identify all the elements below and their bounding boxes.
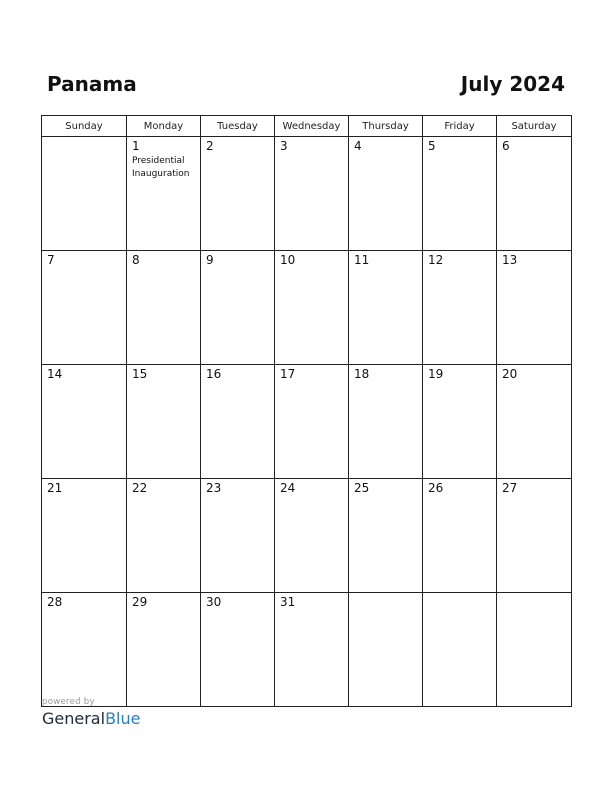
calendar-day-cell xyxy=(42,365,127,479)
calendar-day-cell xyxy=(201,365,275,479)
calendar-day-cell xyxy=(497,137,572,251)
day-number: 27 xyxy=(502,481,518,495)
calendar-day-cell xyxy=(42,137,127,251)
calendar-day-cell xyxy=(349,479,423,593)
calendar-day-cell xyxy=(201,137,275,251)
calendar-day-cell xyxy=(275,479,349,593)
day-number: 31 xyxy=(280,595,296,609)
calendar-day-cell xyxy=(127,365,201,479)
weekday-header: Tuesday xyxy=(201,116,275,137)
calendar-day-cell xyxy=(127,251,201,365)
calendar-day-cell xyxy=(423,251,497,365)
day-number: 16 xyxy=(206,367,222,381)
day-number: 18 xyxy=(354,367,370,381)
day-number: 23 xyxy=(206,481,222,495)
weekday-header: Friday xyxy=(423,116,497,137)
calendar-week-row xyxy=(42,479,572,593)
country-title: Panama xyxy=(47,72,137,96)
calendar-day-cell xyxy=(423,479,497,593)
day-number: 6 xyxy=(502,139,510,153)
day-number: 24 xyxy=(280,481,296,495)
day-number: 8 xyxy=(132,253,140,267)
weekday-header: Thursday xyxy=(349,116,423,137)
calendar-day-cell xyxy=(275,251,349,365)
day-number: 2 xyxy=(206,139,214,153)
calendar-day-cell xyxy=(201,593,275,707)
calendar-week-row xyxy=(42,137,572,251)
footer-branding xyxy=(42,697,140,730)
brand-name-part1: General xyxy=(42,709,106,728)
calendar-day-cell xyxy=(423,137,497,251)
calendar-day-cell xyxy=(275,365,349,479)
calendar-day-cell xyxy=(275,137,349,251)
day-number: 17 xyxy=(280,367,296,381)
day-number: 13 xyxy=(502,253,518,267)
weekday-header: Wednesday xyxy=(275,116,349,137)
calendar-day-cell xyxy=(349,593,423,707)
weekday-header: Monday xyxy=(127,116,201,137)
day-number: 19 xyxy=(428,367,444,381)
brand-name-part2: Blue xyxy=(105,709,141,728)
calendar-day-cell xyxy=(201,251,275,365)
calendar-day-cell xyxy=(497,593,572,707)
calendar-day-cell xyxy=(349,137,423,251)
day-number: 20 xyxy=(502,367,518,381)
calendar-week-row xyxy=(42,251,572,365)
calendar-day-cell xyxy=(42,251,127,365)
calendar-day-cell xyxy=(423,593,497,707)
calendar-day-cell xyxy=(497,479,572,593)
calendar-day-cell xyxy=(275,593,349,707)
day-number: 10 xyxy=(280,253,296,267)
day-number: 29 xyxy=(132,595,148,609)
day-number: 15 xyxy=(132,367,148,381)
brand-logo xyxy=(42,708,140,730)
holiday-event: Presidential Inauguration xyxy=(132,156,190,179)
calendar-day-cell xyxy=(42,593,127,707)
calendar-week-row xyxy=(42,593,572,707)
calendar-day-cell xyxy=(349,365,423,479)
calendar-day-cell xyxy=(127,137,201,251)
day-number: 25 xyxy=(354,481,370,495)
weekday-header: Saturday xyxy=(497,116,572,137)
weekday-header-row xyxy=(42,116,572,137)
day-number: 5 xyxy=(428,139,436,153)
weekday-header: Sunday xyxy=(42,116,127,137)
calendar-day-cell xyxy=(497,251,572,365)
day-number: 21 xyxy=(47,481,63,495)
day-number: 3 xyxy=(280,139,288,153)
day-number: 28 xyxy=(47,595,63,609)
day-number: 26 xyxy=(428,481,444,495)
day-number: 30 xyxy=(206,595,222,609)
day-number: 11 xyxy=(354,253,370,267)
month-year-title: July 2024 xyxy=(460,72,565,96)
powered-by-text: powered by xyxy=(42,697,95,707)
calendar-day-cell xyxy=(201,479,275,593)
day-number: 22 xyxy=(132,481,148,495)
calendar-grid xyxy=(41,115,572,707)
calendar-week-row xyxy=(42,365,572,479)
day-number: 7 xyxy=(47,253,55,267)
day-number: 1 xyxy=(132,139,140,153)
calendar-day-cell xyxy=(127,479,201,593)
day-number: 14 xyxy=(47,367,63,381)
calendar-day-cell xyxy=(42,479,127,593)
calendar-day-cell xyxy=(349,251,423,365)
day-number: 4 xyxy=(354,139,362,153)
calendar-day-cell xyxy=(497,365,572,479)
day-number: 9 xyxy=(206,253,214,267)
calendar-day-cell xyxy=(423,365,497,479)
calendar-day-cell xyxy=(127,593,201,707)
day-number: 12 xyxy=(428,253,444,267)
